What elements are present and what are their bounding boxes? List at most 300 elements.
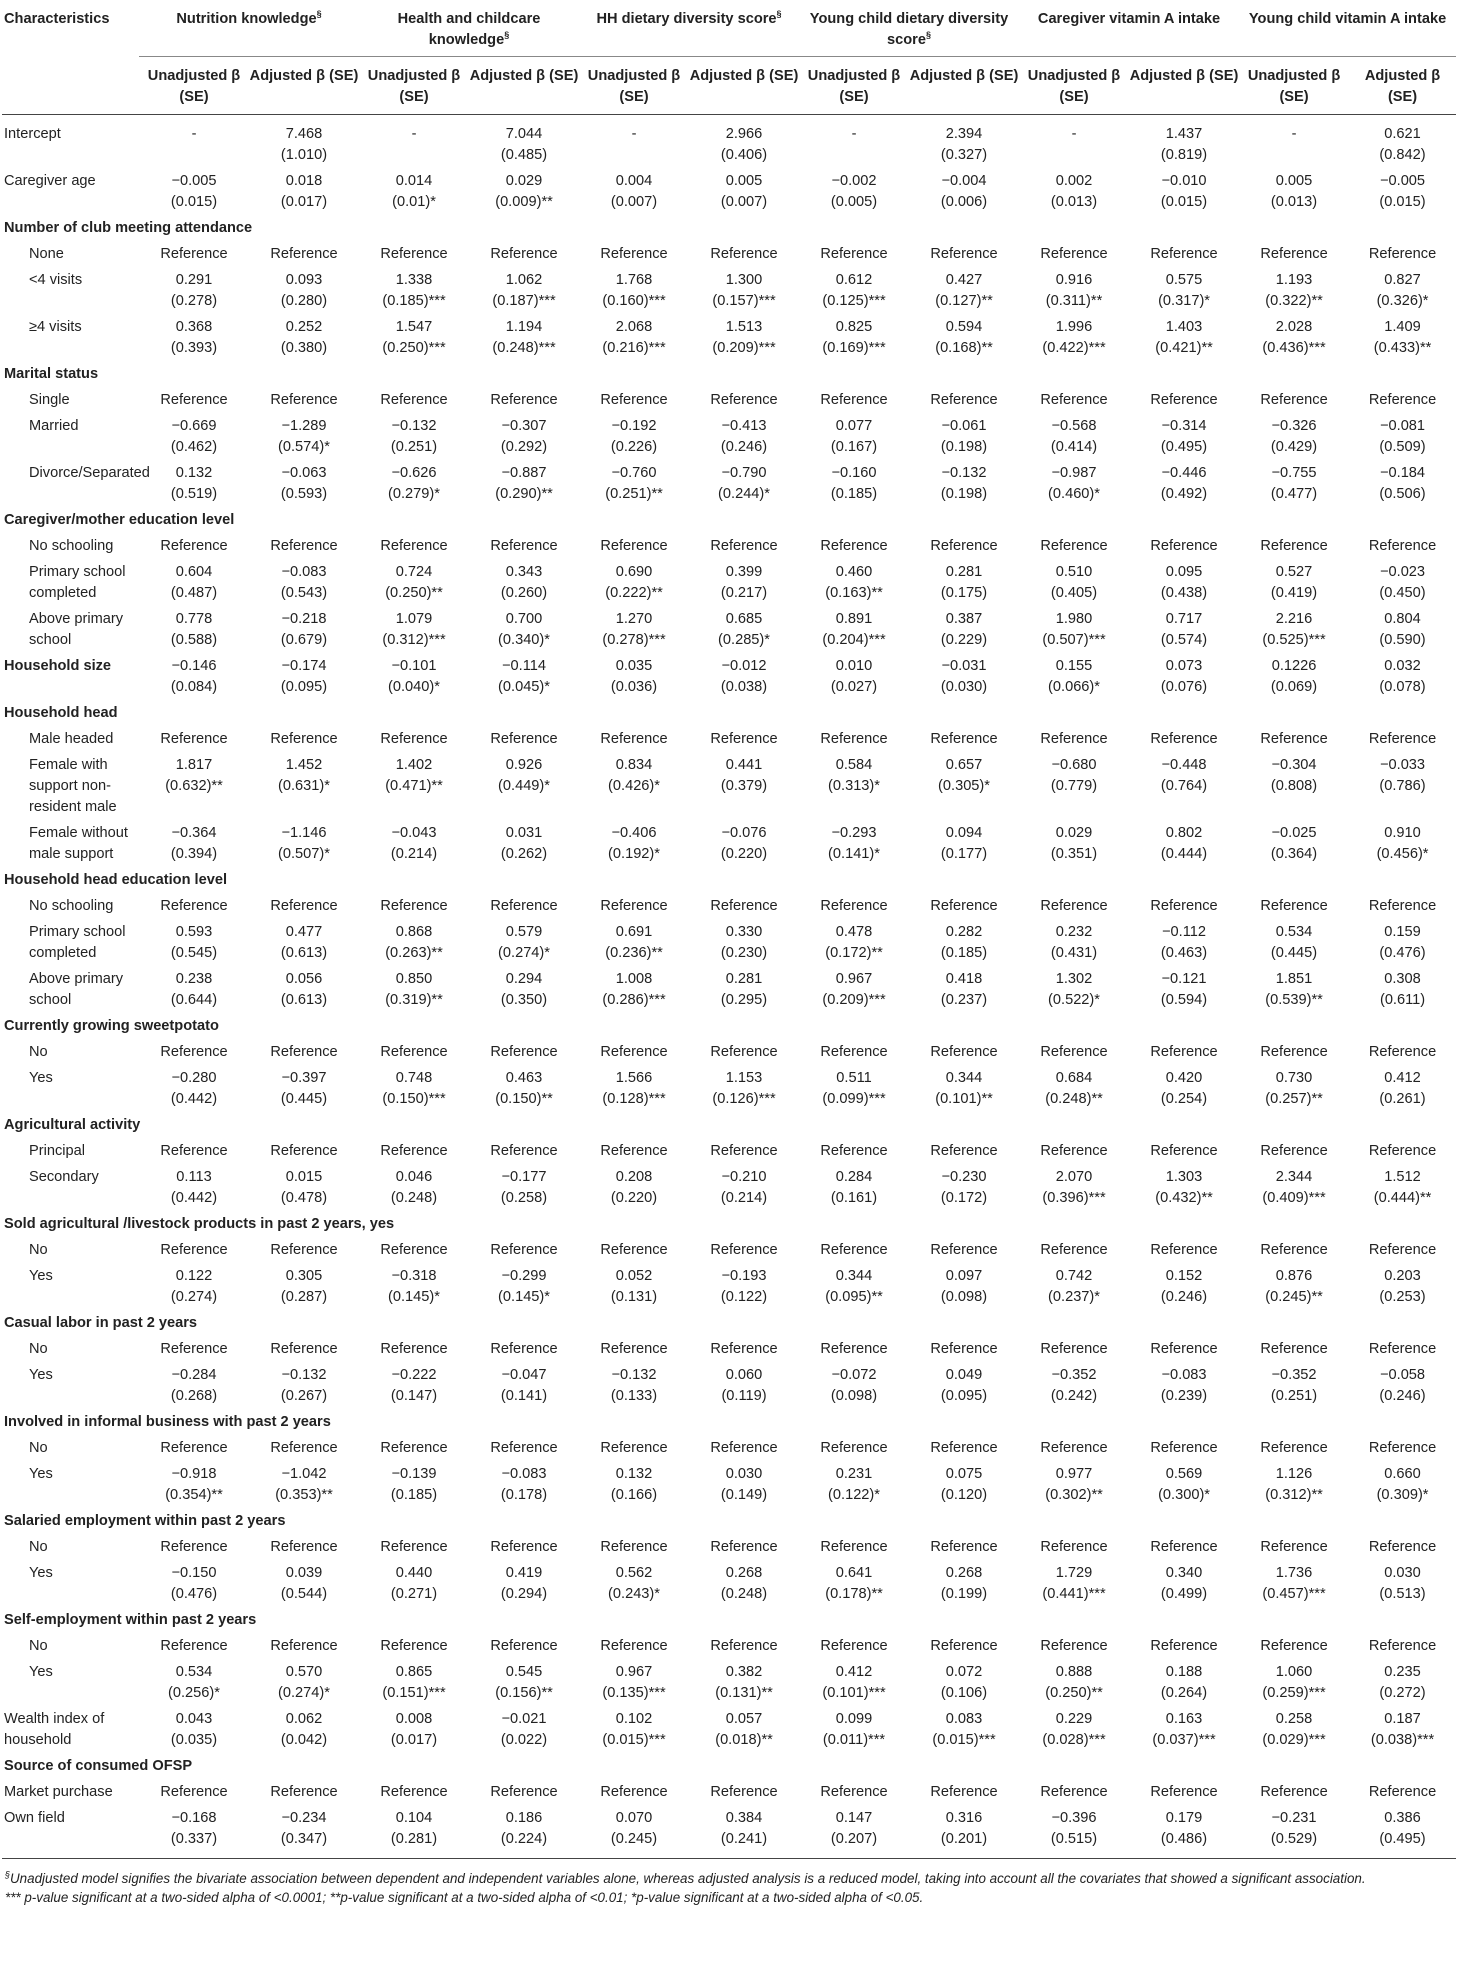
table-cell: 1.513 (0.209)*** — [712, 319, 776, 356]
table-cell: Reference — [1260, 392, 1328, 408]
table-cell: 0.030 (0.513) — [1379, 1565, 1426, 1602]
row-label: Salaried employment within past 2 years — [4, 1513, 286, 1529]
table-cell: 0.575 (0.317)* — [1158, 272, 1210, 309]
table-cell: Reference — [270, 1638, 338, 1654]
unadjusted-header: Unadjusted β (SE) — [579, 57, 689, 115]
section-header-row — [2, 1409, 1456, 1435]
table-cell: Reference — [380, 1539, 448, 1555]
table-cell: Reference — [1040, 392, 1108, 408]
table-cell: Reference — [820, 731, 888, 747]
section-mark: § — [776, 9, 782, 20]
table-cell: Reference — [1150, 1341, 1218, 1357]
table-cell: −0.083 (0.239) — [1160, 1367, 1208, 1404]
table-cell: 0.039 (0.544) — [280, 1565, 328, 1602]
table-cell: 0.070 (0.245) — [579, 1805, 689, 1859]
group-header-label: HH dietary diversity score — [596, 11, 777, 27]
table-cell: Reference — [600, 1044, 668, 1060]
table-cell: Reference — [270, 898, 338, 914]
table-cell: 0.008 (0.017) — [390, 1711, 438, 1748]
table-cell: −0.112 (0.463) — [1160, 924, 1208, 961]
table-cell: −1.042 (0.353)** — [275, 1466, 333, 1503]
table-cell: Reference — [380, 1440, 448, 1456]
row-label: Primary school completed — [29, 924, 126, 961]
table-cell: Reference — [820, 1242, 888, 1258]
table-cell: 0.344 (0.101)** — [935, 1070, 993, 1107]
row-label: Yes — [29, 1664, 53, 1680]
table-cell: Reference — [820, 1539, 888, 1555]
table-row — [2, 413, 1456, 460]
table-cell: −0.132 (0.251) — [390, 418, 438, 455]
table-cell: Reference — [1150, 538, 1218, 554]
table-cell: Reference — [930, 1242, 998, 1258]
table-cell: 0.876 (0.245)** — [1265, 1268, 1323, 1305]
table-cell: −0.280 (0.442) — [170, 1070, 218, 1107]
table-cell: 0.419 (0.294) — [500, 1565, 548, 1602]
table-cell: 0.005 (0.007) — [720, 173, 768, 210]
table-cell: Reference — [1260, 1784, 1328, 1800]
table-cell: 0.804 (0.590) — [1379, 611, 1426, 648]
group-header-nutrition-knowledge — [139, 0, 359, 57]
table-cell: Reference — [1368, 1242, 1437, 1258]
table-cell: 0.418 (0.237) — [940, 971, 988, 1008]
table-cell: −0.352 (0.242) — [1050, 1367, 1098, 1404]
table-cell: 0.029 (0.351) — [1050, 825, 1098, 862]
table-cell: 0.159 (0.476) — [1379, 924, 1426, 961]
table-row — [2, 115, 1456, 169]
row-label: Self-employment within past 2 years — [4, 1612, 257, 1628]
table-cell: 0.258 (0.029)*** — [1262, 1711, 1326, 1748]
table-cell: Reference — [490, 731, 558, 747]
table-cell: −0.568 (0.414) — [1050, 418, 1098, 455]
table-row — [2, 1237, 1456, 1263]
table-cell: −0.025 (0.364) — [1270, 825, 1318, 862]
table-cell: Reference — [820, 1044, 888, 1060]
table-cell: Reference — [1368, 731, 1437, 747]
table-cell: 0.152 (0.246) — [1160, 1268, 1208, 1305]
row-label: No schooling — [29, 538, 114, 554]
table-cell: 0.052 (0.131) — [610, 1268, 658, 1305]
table-cell: Reference — [1150, 1242, 1218, 1258]
table-cell: 0.1226 (0.069) — [1270, 658, 1318, 695]
table-cell: 0.717 (0.574) — [1160, 611, 1208, 648]
table-cell: Reference — [160, 392, 228, 408]
table-cell: Reference — [820, 1341, 888, 1357]
table-cell: 0.427 (0.127)** — [935, 272, 993, 309]
table-cell: 0.229 (0.028)*** — [1042, 1711, 1106, 1748]
table-cell: 1.062 (0.187)*** — [492, 272, 556, 309]
row-label: ≥4 visits — [29, 319, 82, 335]
unadjusted-header: Unadjusted β (SE) — [1239, 57, 1349, 115]
group-header-young-child-dietary-diversity — [799, 0, 1019, 57]
row-label: Marital status — [4, 366, 99, 382]
table-cell: Reference — [380, 246, 448, 262]
table-cell: 0.252 (0.380) — [280, 319, 328, 356]
table-cell: −0.132 (0.133) — [610, 1367, 658, 1404]
section-header-row — [2, 215, 1456, 241]
table-row — [2, 1779, 1456, 1805]
section-mark: § — [316, 9, 322, 20]
table-cell: 0.291 (0.278) — [170, 272, 218, 309]
table-cell: Reference — [710, 1784, 778, 1800]
table-cell: −0.139 (0.185) — [390, 1466, 438, 1503]
table-cell: Reference — [490, 1341, 558, 1357]
table-cell: Reference — [710, 1638, 778, 1654]
row-label: No — [29, 1242, 48, 1258]
table-cell: 0.660 (0.309)* — [1376, 1466, 1429, 1503]
row-label: Sold agricultural /livestock products in past 2 years, yes — [4, 1216, 395, 1232]
table-cell: −0.760 (0.251)** — [605, 465, 663, 502]
table-cell: 0.046 (0.248) — [390, 1169, 438, 1206]
row-label: Wealth index of household — [4, 1711, 105, 1748]
table-cell: Reference — [710, 1539, 778, 1555]
table-cell: 0.340 (0.499) — [1160, 1565, 1208, 1602]
table-cell: Reference — [600, 246, 668, 262]
section-mark: § — [504, 30, 510, 41]
table-cell: Reference — [490, 1638, 558, 1654]
table-cell: Reference — [710, 1242, 778, 1258]
table-cell: −0.397 (0.445) — [280, 1070, 328, 1107]
table-cell: Reference — [490, 392, 558, 408]
row-label: Primary school completed — [29, 564, 126, 601]
table-row — [2, 1362, 1456, 1409]
table-cell: −0.396 (0.515) — [1019, 1805, 1129, 1859]
table-cell: Reference — [1040, 538, 1108, 554]
table-cell: Reference — [1368, 1044, 1437, 1060]
table-cell: −0.168 (0.337) — [139, 1805, 249, 1859]
regression-table — [2, 0, 1456, 1859]
table-cell: 1.194 (0.248)*** — [492, 319, 556, 356]
table-cell: Reference — [490, 1440, 558, 1456]
table-cell: 0.282 (0.185) — [940, 924, 988, 961]
table-cell: −0.448 (0.764) — [1160, 757, 1208, 794]
table-cell: 0.235 (0.272) — [1379, 1664, 1426, 1701]
table-cell: −0.669 (0.462) — [170, 418, 218, 455]
row-label: Involved in informal business with past 2 years — [4, 1414, 331, 1430]
section-header-row — [2, 1508, 1456, 1534]
table-row — [2, 726, 1456, 752]
table-cell: 0.412 (0.101)*** — [822, 1664, 886, 1701]
table-cell: Reference — [820, 1440, 888, 1456]
table-cell: 1.060 (0.259)*** — [1262, 1664, 1326, 1701]
table-cell: 0.147 (0.207) — [799, 1805, 909, 1859]
table-cell: 0.926 (0.449)* — [498, 757, 550, 794]
table-row — [2, 606, 1456, 653]
table-cell: Reference — [1260, 1440, 1328, 1456]
group-header-label: Young child vitamin A intake — [1248, 11, 1447, 27]
table-cell: −0.132 (0.198) — [940, 465, 988, 502]
group-header-health-childcare-knowledge — [359, 0, 579, 57]
table-cell: Reference — [1260, 246, 1328, 262]
table-cell: 7.044 (0.485) — [500, 126, 548, 163]
table-cell: Reference — [270, 392, 338, 408]
table-cell: −1.289 (0.574)* — [278, 418, 330, 455]
table-cell: 1.126 (0.312)** — [1265, 1466, 1323, 1503]
table-cell: Reference — [930, 1044, 998, 1060]
table-cell: 0.685 (0.285)* — [718, 611, 770, 648]
table-cell: Reference — [710, 1143, 778, 1159]
table-cell: −0.023 (0.450) — [1379, 564, 1426, 601]
group-header-hh-dietary-diversity — [579, 0, 799, 57]
table-cell: Reference — [380, 1044, 448, 1060]
table-cell: −0.058 (0.246) — [1379, 1367, 1426, 1404]
table-cell: Reference — [1260, 731, 1328, 747]
table-cell: Reference — [1260, 1242, 1328, 1258]
table-cell: 0.122 (0.274) — [170, 1268, 218, 1305]
table-cell: −0.021 (0.022) — [500, 1711, 548, 1748]
row-label: Number of club meeting attendance — [4, 220, 253, 236]
table-cell: −0.284 (0.268) — [170, 1367, 218, 1404]
table-cell: - — [851, 126, 857, 142]
table-cell: Reference — [490, 1784, 558, 1800]
row-label: Principal — [29, 1143, 85, 1159]
row-label: No — [29, 1044, 48, 1060]
table-cell: Reference — [490, 538, 558, 554]
table-row — [2, 1461, 1456, 1508]
table-row — [2, 1138, 1456, 1164]
table-cell: −0.987 (0.460)* — [1048, 465, 1100, 502]
row-label: Yes — [29, 1070, 53, 1086]
table-cell: 0.511 (0.099)*** — [822, 1070, 886, 1107]
row-label: Above primary school — [29, 971, 124, 1008]
row-label: Married — [29, 418, 79, 434]
table-cell: −0.101 (0.040)* — [388, 658, 440, 695]
table-cell: Reference — [710, 392, 778, 408]
table-cell: −0.072 (0.098) — [830, 1367, 878, 1404]
table-cell: 0.387 (0.229) — [940, 611, 988, 648]
section-header-row — [2, 361, 1456, 387]
table-cell: 0.534 (0.256)* — [168, 1664, 220, 1701]
table-cell: Reference — [1040, 1440, 1108, 1456]
table-cell: Reference — [600, 1242, 668, 1258]
table-cell: −0.790 (0.244)* — [718, 465, 770, 502]
table-cell: 0.132 (0.166) — [610, 1466, 658, 1503]
table-cell: 0.132 (0.519) — [170, 465, 218, 502]
section-header-row — [2, 1753, 1456, 1779]
table-cell: −0.083 (0.178) — [500, 1466, 548, 1503]
table-cell: −0.222 (0.147) — [390, 1367, 438, 1404]
group-header-label: Nutrition knowledge — [176, 11, 317, 27]
table-row — [2, 1706, 1456, 1753]
table-row — [2, 1633, 1456, 1659]
table-cell: −0.002 (0.005) — [830, 173, 878, 210]
section-header-row — [2, 1310, 1456, 1336]
section-header-row — [2, 1112, 1456, 1138]
section-header-row — [2, 507, 1456, 533]
table-cell: 1.338 (0.185)*** — [382, 272, 446, 309]
table-cell: 0.441 (0.379) — [720, 757, 768, 794]
table-row — [2, 1263, 1456, 1310]
table-cell: Reference — [1368, 1784, 1437, 1800]
table-cell: Reference — [600, 392, 668, 408]
table-cell: Reference — [1150, 1638, 1218, 1654]
table-cell: −0.326 (0.429) — [1270, 418, 1318, 455]
footnote-definition — [5, 1869, 1453, 1888]
table-cell: Reference — [380, 1341, 448, 1357]
table-cell: 0.186 (0.224) — [469, 1805, 579, 1859]
table-row — [2, 966, 1456, 1013]
table-cell: - — [631, 126, 637, 142]
table-cell: 0.579 (0.274)* — [498, 924, 550, 961]
table-cell: 2.394 (0.327) — [940, 126, 988, 163]
table-cell: −0.352 (0.251) — [1270, 1367, 1318, 1404]
table-row — [2, 314, 1456, 361]
table-cell: −0.063 (0.593) — [280, 465, 328, 502]
table-cell: 0.057 (0.018)** — [715, 1711, 773, 1748]
table-cell: −0.314 (0.495) — [1160, 418, 1208, 455]
unadjusted-header: Unadjusted β (SE) — [139, 57, 249, 115]
row-label: Male headed — [29, 731, 114, 747]
table-cell: 0.102 (0.015)*** — [602, 1711, 666, 1748]
table-cell: Reference — [160, 1440, 228, 1456]
table-cell: −0.304 (0.808) — [1270, 757, 1318, 794]
table-cell: Reference — [1368, 392, 1437, 408]
table-row — [2, 1805, 1456, 1859]
table-row — [2, 919, 1456, 966]
table-cell: 2.216 (0.525)*** — [1262, 611, 1326, 648]
row-label: Market purchase — [4, 1784, 113, 1800]
table-cell: Reference — [820, 538, 888, 554]
table-cell: Reference — [600, 1341, 668, 1357]
row-label: Caregiver age — [4, 173, 96, 189]
table-cell: Reference — [490, 1143, 558, 1159]
table-cell: 0.570 (0.274)* — [278, 1664, 330, 1701]
table-cell: −0.234 (0.347) — [249, 1805, 359, 1859]
table-cell: Reference — [270, 1440, 338, 1456]
row-label: Casual labor in past 2 years — [4, 1315, 198, 1331]
table-cell: 1.452 (0.631)* — [278, 757, 330, 794]
table-cell: 0.099 (0.011)*** — [822, 1711, 886, 1748]
table-cell: Reference — [710, 1440, 778, 1456]
table-cell: 1.512 (0.444)** — [1373, 1169, 1432, 1206]
table-cell: Reference — [710, 246, 778, 262]
table-row — [2, 1659, 1456, 1706]
table-cell: −0.218 (0.679) — [280, 611, 328, 648]
table-cell: 0.684 (0.248)** — [1045, 1070, 1103, 1107]
table-cell: 0.316 (0.201) — [909, 1805, 1019, 1859]
row-label: Above primary school — [29, 611, 124, 648]
table-cell: Reference — [930, 1440, 998, 1456]
table-cell: 1.193 (0.322)** — [1265, 272, 1323, 309]
row-label: Secondary — [29, 1169, 99, 1185]
table-cell: 0.700 (0.340)* — [498, 611, 550, 648]
table-cell: 1.547 (0.250)*** — [382, 319, 446, 356]
row-label: Currently growing sweetpotato — [4, 1018, 219, 1034]
adjusted-header: Adjusted β (SE) — [249, 57, 359, 115]
table-cell: 0.569 (0.300)* — [1158, 1466, 1210, 1503]
table-cell: 0.268 (0.199) — [940, 1565, 988, 1602]
table-cell: Reference — [930, 246, 998, 262]
table-cell: 0.967 (0.209)*** — [822, 971, 886, 1008]
table-cell: Reference — [270, 1143, 338, 1159]
table-cell: - — [411, 126, 417, 142]
table-cell: 0.967 (0.135)*** — [602, 1664, 666, 1701]
table-row — [2, 168, 1456, 215]
row-label: Household head — [4, 705, 118, 721]
group-header-label: Young child dietary diversity score — [809, 11, 1009, 48]
table-cell: −0.755 (0.477) — [1270, 465, 1318, 502]
table-row — [2, 820, 1456, 867]
table-cell: 0.308 (0.611) — [1379, 971, 1426, 1008]
table-cell: Reference — [1368, 1143, 1437, 1159]
row-label: Yes — [29, 1268, 53, 1284]
table-cell: Reference — [1040, 1539, 1108, 1555]
table-cell: 0.834 (0.426)* — [608, 757, 660, 794]
table-cell: −0.043 (0.214) — [390, 825, 438, 862]
table-cell: 7.468 (1.010) — [280, 126, 328, 163]
table-cell: 0.238 (0.644) — [170, 971, 218, 1008]
table-cell: Reference — [1040, 898, 1108, 914]
table-cell: 0.268 (0.248) — [720, 1565, 768, 1602]
table-cell: 0.593 (0.545) — [170, 924, 218, 961]
table-cell: 0.478 (0.172)** — [825, 924, 883, 961]
table-cell: Reference — [160, 538, 228, 554]
table-row — [2, 1039, 1456, 1065]
table-cell: 0.029 (0.009)** — [495, 173, 553, 210]
row-label: None — [29, 246, 64, 262]
table-cell: 0.097 (0.098) — [940, 1268, 988, 1305]
table-cell: 2.070 (0.396)*** — [1042, 1169, 1106, 1206]
table-cell: 0.010 (0.027) — [830, 658, 878, 695]
table-cell: 1.402 (0.471)** — [385, 757, 443, 794]
table-cell: −0.406 (0.192)* — [608, 825, 660, 862]
table-cell: - — [1291, 126, 1297, 142]
table-cell: Reference — [490, 1044, 558, 1060]
table-cell: −0.318 (0.145)* — [388, 1268, 440, 1305]
table-cell: −0.132 (0.267) — [280, 1367, 328, 1404]
footnote-mark: § — [5, 1869, 11, 1880]
table-cell: 0.584 (0.313)* — [828, 757, 880, 794]
table-cell: Reference — [270, 1341, 338, 1357]
table-cell: Reference — [930, 1539, 998, 1555]
row-label: Yes — [29, 1466, 53, 1482]
table-cell: Reference — [270, 246, 338, 262]
table-cell: 0.690 (0.222)** — [605, 564, 663, 601]
table-cell: 1.300 (0.157)*** — [712, 272, 776, 309]
table-cell: 0.594 (0.168)** — [935, 319, 993, 356]
table-cell: −0.076 (0.220) — [720, 825, 768, 862]
row-label: Agricultural activity — [4, 1117, 141, 1133]
table-cell: Reference — [160, 1044, 228, 1060]
table-cell: Reference — [490, 246, 558, 262]
table-cell: 0.825 (0.169)*** — [822, 319, 886, 356]
table-cell: −0.192 (0.226) — [610, 418, 658, 455]
table-row — [2, 267, 1456, 314]
table-cell: 1.270 (0.278)*** — [602, 611, 666, 648]
table-cell: 0.657 (0.305)* — [938, 757, 990, 794]
table-cell: Reference — [490, 898, 558, 914]
table-cell: Reference — [930, 898, 998, 914]
table-cell: 0.083 (0.015)*** — [932, 1711, 996, 1748]
table-cell: −0.005 (0.015) — [170, 173, 218, 210]
table-cell: Reference — [600, 1440, 668, 1456]
table-cell: 0.232 (0.431) — [1050, 924, 1098, 961]
table-cell: −0.299 (0.145)* — [498, 1268, 550, 1305]
table-cell: −0.047 (0.141) — [500, 1367, 548, 1404]
table-cell: 0.060 (0.119) — [721, 1367, 767, 1404]
table-cell: 0.888 (0.250)** — [1045, 1664, 1103, 1701]
table-cell: 0.868 (0.263)** — [385, 924, 443, 961]
table-cell: −0.160 (0.185) — [830, 465, 878, 502]
table-cell: 1.980 (0.507)*** — [1042, 611, 1106, 648]
table-cell: Reference — [1040, 1044, 1108, 1060]
table-cell: 0.104 (0.281) — [359, 1805, 469, 1859]
table-cell: Reference — [1260, 1143, 1328, 1159]
table-row — [2, 241, 1456, 267]
table-cell: −0.150 (0.476) — [170, 1565, 218, 1602]
table-cell: Reference — [1368, 538, 1437, 554]
table-cell: Reference — [490, 1242, 558, 1258]
table-cell: Reference — [1040, 1784, 1108, 1800]
